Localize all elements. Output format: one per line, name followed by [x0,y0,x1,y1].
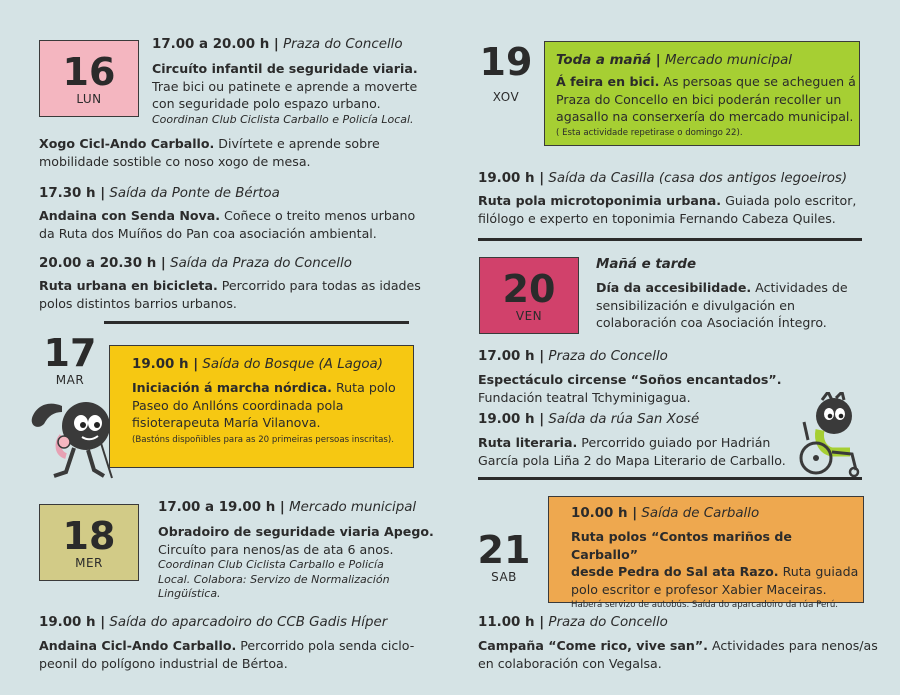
event-desc-line: polo escritor e profesor Xabier Maceiras. [571,581,827,597]
event-desc-line: Actividades para nenos/as [711,638,878,653]
event-note: (Bastóns dispoñibles para as 20 primeiras persoas inscritas). [132,434,394,445]
event-time: 10.00 h | [571,506,638,521]
event-desc-line: sensibilización e divulgación en [596,297,796,313]
event-note: Coordinan Club Ciclista Carballo e Policía [158,558,384,571]
event-title: desde Pedra do Sal ata Razo. [571,564,779,579]
event-desc-line: peonil do polígono industrial de Bértoa. [39,655,288,671]
divider [478,477,862,480]
event-time: 20.00 a 20.30 h | [39,256,166,271]
day-name: LUN [76,92,102,106]
event-place: Saída do Bosque (A Lagoa) [202,357,383,372]
event-desc-line: colaboración coa Asociación Íntegro. [596,315,827,330]
event-place: Praza do Concello [283,37,403,52]
event-title: Á feira en bici. [556,74,660,89]
event-16-xogo [39,135,439,170]
divider [478,238,862,241]
event-place: Mercado municipal [289,500,417,515]
event-note: Local. Colabora: Servizo de Normalización [158,572,390,586]
event-title: Iniciación á marcha nórdica. [132,380,332,395]
day-number: 21 [477,528,531,572]
event-title: Xogo Cicl-Ando Carballo. [39,136,215,151]
event-place: Saída da Ponte de Bértoa [109,186,280,201]
event-desc-line: en colaboración con Vegalsa. [478,655,662,671]
event-time: 11.00 h | [478,615,545,630]
event-desc-line: fisioterapeuta María Vilanova. [132,415,321,430]
event-place: Mercado municipal [664,53,793,68]
event-20-accesibilidade [596,256,876,332]
event-title: Ruta literaria. [478,435,578,450]
event-note: Haberá servizo de autobús. Saída do aparcadoiro da rúa Perú. [571,600,838,610]
event-title: Campaña “Come rico, vive san”. [478,638,708,653]
event-place: Saída da Praza do Concello [170,256,352,271]
event-desc-line: mobilidade sostible co noso xogo de mesa. [39,153,311,169]
event-title: Circuíto infantil de seguridade viaria. [152,61,418,76]
event-place: Praza do Concello [548,349,668,364]
event-title: Ruta urbana en bicicleta. [39,278,218,293]
event-title: Ruta pola microtoponimia urbana. [478,193,722,208]
event-desc-line: Ruta guiada [782,564,859,579]
event-desc-line: Actividades de [755,280,848,295]
event-desc-line: As persoas que se acheguen á [663,74,856,89]
event-desc-line: Coñece o treito menos urbano [224,208,416,223]
date-label-17 [42,333,98,387]
day-number: 19 [479,40,533,84]
event-note: Coordinan Club Ciclista Carballo e Policía Local. [152,112,414,126]
day-number: 17 [43,331,97,375]
event-desc-line: filólogo e experto en toponimia Fernando Cabeza Quiles. [478,210,836,226]
event-desc-line: con seguridade polo espazo urbano. [152,96,381,111]
event-note: Lingüística. [158,587,221,600]
event-time: 19.00 h | [132,357,199,372]
event-place: Praza do Concello [548,615,668,630]
event-21-contos-box [548,496,864,610]
event-16-ruta-bici [39,255,449,312]
day-name: MER [75,556,103,570]
event-16-circuito [152,36,452,127]
event-desc-line: Ruta polo [336,380,396,395]
event-place: Saída da rúa San Xosé [548,412,700,427]
event-desc-line: Circuíto para nenos/as de ata 6 anos. [158,541,394,557]
event-time: Toda a mañá | [556,53,661,68]
event-time: 17.00 a 19.00 h | [158,500,285,515]
event-time: 17.30 h | [39,186,106,201]
event-desc-line: Percorrido pola senda ciclo- [240,638,415,653]
date-label-19 [478,42,534,104]
event-place: Saída da Casilla (casa dos antigos legoeiros) [548,171,848,186]
day-name: XOV [492,90,520,104]
event-desc-line: polos distintos barrios urbanos. [39,295,237,311]
event-19-feira-box [544,41,860,146]
event-20-ruta-literaria [478,411,798,469]
event-time: 19.00 h | [478,171,545,186]
date-label-21 [476,530,532,584]
event-18-andaina [39,614,449,672]
divider [104,321,409,324]
event-desc-line: Paseo do Anllóns coordinada pola [132,397,344,413]
day-number: 20 [502,267,556,311]
event-desc-line: agasallo na conserxería do mercado municipal. [556,109,854,124]
event-title: Espectáculo circense “Soños encantados”. [478,372,782,387]
event-desc-line: Guiada polo escritor, [725,193,857,208]
event-title: Andaina con Senda Nova. [39,208,221,223]
event-desc-line: Fundación teatral Tchyminigagua. [478,389,691,405]
date-box-16 [39,40,139,117]
event-time: 17.00 a 20.00 h | [152,37,279,52]
walking-girl-illustration [26,392,118,486]
day-name: SAB [491,570,517,584]
day-name: VEN [515,309,543,323]
event-title: Obradoiro de seguridade viaria Apego. [158,524,434,539]
event-desc-line: García pola Liña 2 do Mapa Literario de Carballo. [478,452,786,468]
event-title: Día da accesibilidade. [596,280,752,295]
event-16-andaina [39,185,449,242]
day-name: MAR [55,373,85,387]
event-21-come-rico [478,614,898,672]
event-17-marcha-nordica-box [109,345,414,468]
event-desc-line: Divírtete e aprende sobre [218,136,380,151]
event-time: 19.00 h | [478,412,545,427]
event-20-circense [478,348,798,406]
event-title: Ruta polos “Contos mariños de Carballo” [571,529,792,562]
event-desc-line: Percorrido guiado por Hadrián [581,435,771,450]
date-box-18 [39,504,139,581]
date-box-20 [479,257,579,334]
event-desc-line: Praza do Concello en bici poderán recoller un [556,91,842,107]
event-place: Saída de Carballo [641,506,760,521]
event-19-microtoponimia [478,170,898,227]
event-time: 17.00 h | [478,349,545,364]
event-note: ( Esta actividade repetirase o domingo 22). [556,127,743,138]
event-time: Mañá e tarde [596,257,697,272]
event-desc-line: da Ruta dos Muíños do Pan coa asociación ambiental. [39,225,377,241]
event-title: Andaina Cicl-Ando Carballo. [39,638,237,653]
event-18-obradoiro [158,499,448,602]
day-number: 18 [62,514,116,558]
wheelchair-character-illustration [792,392,868,478]
event-desc-line: Trae bici ou patinete e aprende a moverte [152,78,418,94]
day-number: 16 [62,50,116,94]
event-desc-line: Percorrido para todas as idades [221,278,421,293]
event-time: 19.00 h | [39,615,106,630]
event-place: Saída do aparcadoiro do CCB Gadis Híper [109,615,388,630]
